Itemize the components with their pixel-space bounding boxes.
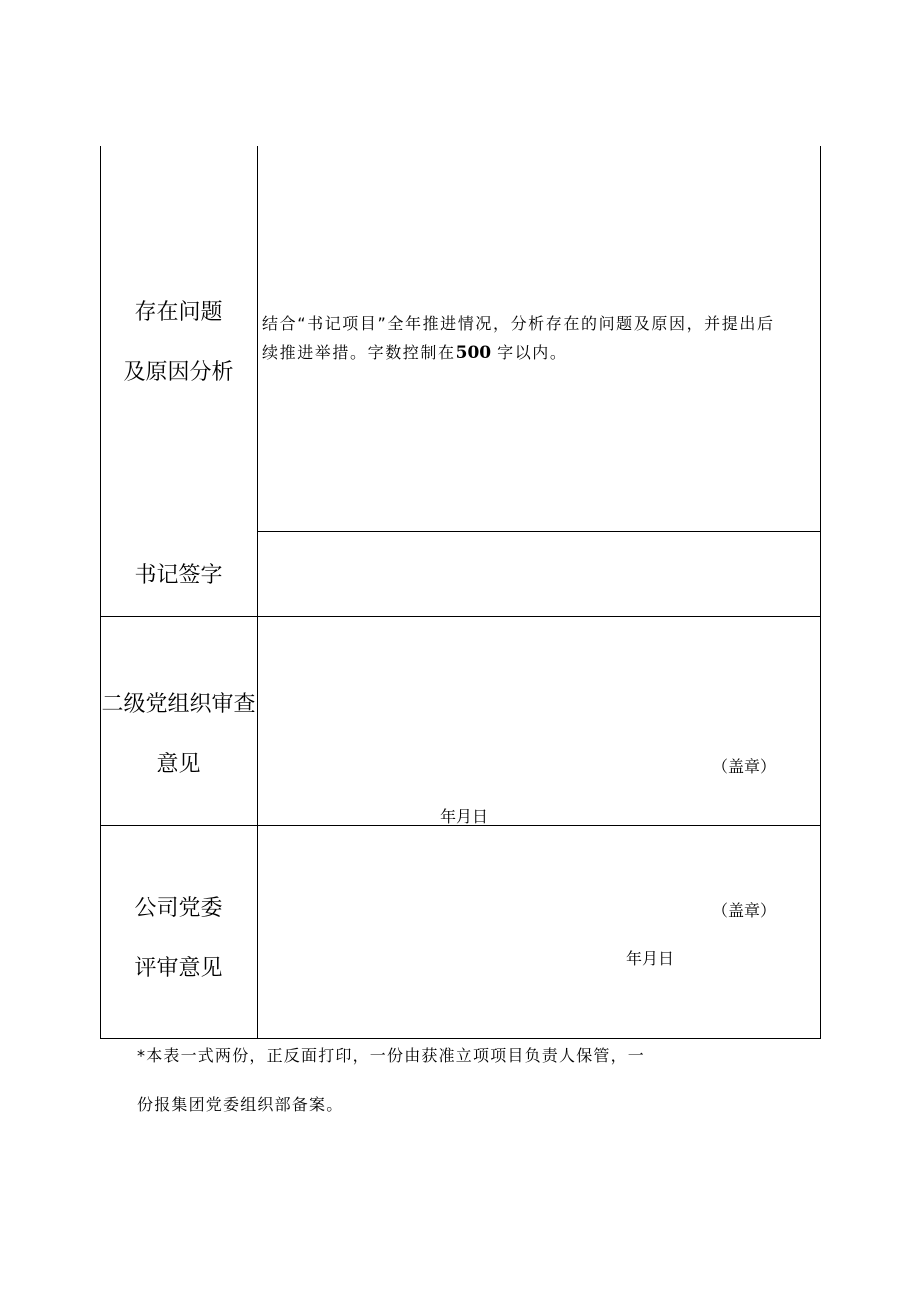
problems-label-line2: 及原因分析	[123, 360, 234, 385]
secondary-review-label-line1: 二级党组织审查	[101, 692, 256, 717]
committee-review-label-line1: 公司党委	[134, 896, 223, 921]
instruction-suffix: 字以内。	[497, 343, 568, 362]
table-right-border	[820, 146, 821, 1039]
secondary-review-label	[100, 675, 257, 795]
committee-review-date: 年月日	[626, 949, 675, 968]
committee-review-label	[100, 879, 257, 999]
signature-label: 书记签字	[134, 563, 223, 588]
table-bottom-border	[100, 1038, 821, 1039]
footnote-line2: 份报集团党委组织部备案。	[137, 1095, 344, 1114]
problems-label	[100, 283, 257, 403]
committee-review-stamp: （盖章）	[712, 901, 777, 920]
row-divider	[100, 616, 821, 617]
word-limit-value: 500	[455, 343, 492, 363]
secondary-review-label-line2: 意见	[156, 752, 201, 777]
signature-field[interactable]	[258, 532, 820, 616]
committee-review-label-line2: 评审意见	[134, 956, 223, 981]
instruction-line1: 结合“书记项目”全年推进情况，分析存在的问题及原因，并提出后	[262, 314, 775, 333]
instruction-prefix: 续推进举措。字数控制在	[262, 343, 456, 362]
secondary-review-date: 年月日	[440, 807, 489, 826]
secondary-review-stamp: （盖章）	[712, 757, 777, 776]
instruction-line2	[262, 340, 814, 366]
problems-instruction	[262, 311, 814, 366]
problems-label-line1: 存在问题	[134, 300, 223, 325]
footnote-line1: *本表一式两份，正反面打印，一份由获准立项项目负责人保管，一	[137, 1046, 646, 1065]
